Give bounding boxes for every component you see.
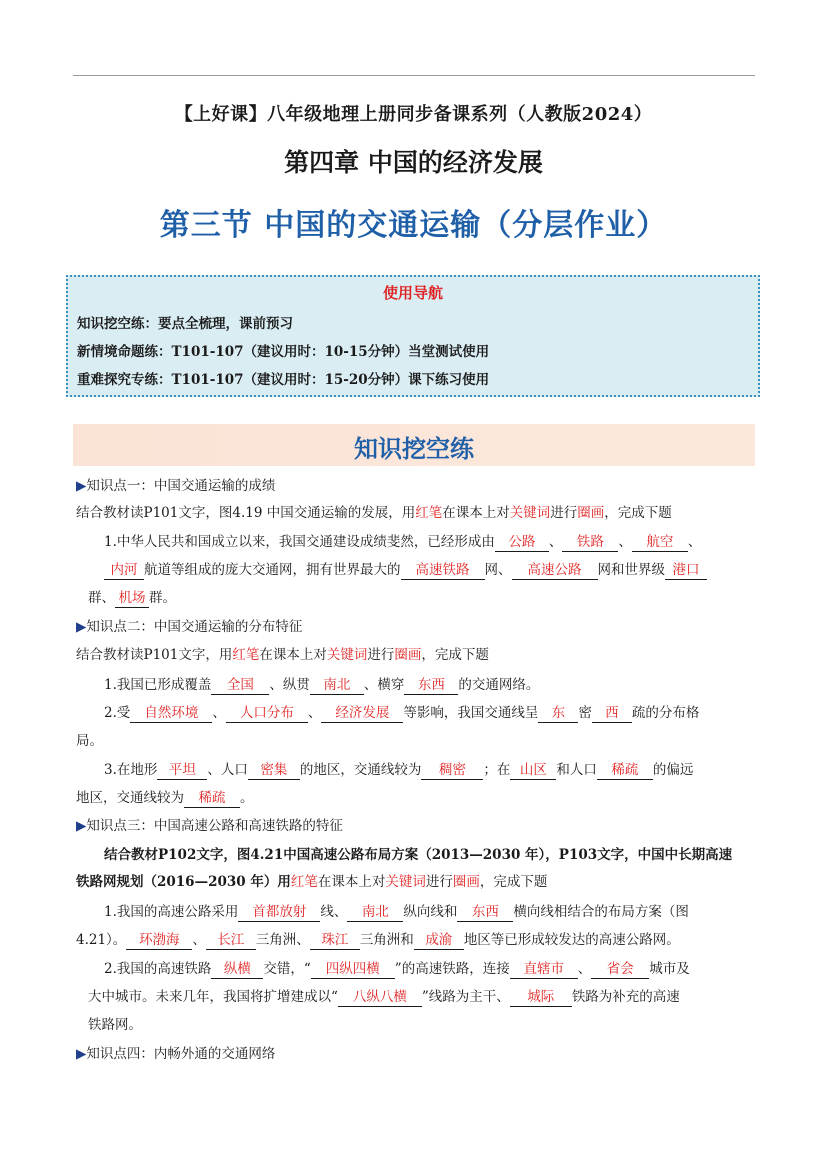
- answer-blank: 全国: [211, 676, 269, 695]
- section-title: 第三节 中国的交通运输（分层作业）: [159, 208, 668, 243]
- kp2-q3-line1: 3.在地形 平坦 、人口 密集 的地区，交通线较为 稠密 ；在 山区 和人口 稀疏 的偏远: [104, 762, 694, 778]
- answer-blank: 密集: [248, 761, 300, 780]
- kp3-q1-line1: 1.我国的高速公路采用 首都放射 线、 南北 纵向线和 东西 横向线相结合的布局方案（图: [104, 904, 689, 920]
- kp3-intro-line1: 结合教材P102文字，图4.21中国高速公路布局方案（2013—2030 年），P103文字，中国中长期高速: [104, 847, 733, 863]
- answer-blank: 山区: [510, 761, 556, 780]
- kp2-q2-line2: 局。: [76, 733, 103, 749]
- answer-blank: 稀疏: [597, 761, 653, 780]
- answer-blank: 经济发展: [321, 704, 403, 723]
- kp2-intro: 结合教材读P101文字，用红笔在课本上对关键词进行圈画，完成下题: [76, 647, 489, 663]
- kp1-intro: 结合教材读P101文字，图4.19 中国交通运输的发展，用红笔在课本上对关键词进行圈画，完成下题: [76, 505, 672, 521]
- answer-blank: 省会: [591, 960, 649, 979]
- answer-blank: 东西: [404, 676, 458, 695]
- answer-blank: 城际: [510, 988, 572, 1007]
- answer-blank: 首都放射: [238, 903, 320, 922]
- nav-line-2: 新情境命题练：T101-107（建议用时：10-15分钟）当堂测试使用: [77, 344, 490, 360]
- answer-blank: 成渝: [414, 931, 464, 950]
- section-banner: [73, 424, 755, 466]
- answer-blank: 直辖市: [510, 960, 578, 979]
- kp2-q3-line2: 地区，交通线较为 稀疏 。: [76, 790, 254, 806]
- answer-blank: 人口分布: [226, 704, 308, 723]
- answer-blank: 稀疏: [184, 789, 240, 808]
- answer-blank: 八纵八横: [338, 988, 422, 1007]
- kp3-q2-line2: 大中城市。未来几年，我国将扩增建成以“ 八纵八横 ”线路为主干、 城际 铁路为补充的高速: [88, 989, 680, 1005]
- nav-line-1: 知识挖空练：要点全梳理，课前预习: [77, 316, 293, 332]
- kp3-q1-line2: 4.21）。 环渤海 、 长江 三角洲、 珠江 三角洲和 成渝 地区等已形成较发达的高速公路网。: [76, 932, 680, 948]
- kp1-q1-line2: 内河 航道等组成的庞大交通网，拥有世界最大的 高速铁路 网、 高速公路 网和世界级 港口: [104, 560, 707, 580]
- answer-blank: 内河: [104, 561, 144, 580]
- triangle-bullet-icon: ▶: [76, 478, 87, 494]
- header-rule: [73, 75, 755, 76]
- answer-blank: 公路: [495, 533, 549, 552]
- answer-blank: 东: [538, 704, 578, 723]
- triangle-bullet-icon: ▶: [76, 1046, 87, 1062]
- kp1-q1-line1: 1.中华人民共和国成立以来，我国交通建设成绩斐然，已经形成由 公路 、 铁路 、 航空 、: [104, 534, 702, 550]
- answer-blank: 港口: [665, 561, 707, 580]
- nav-title: 使用导航: [382, 284, 443, 302]
- answer-blank: 稠密: [421, 761, 483, 780]
- chapter-title: 第四章 中国的经济发展: [284, 148, 543, 177]
- answer-blank: 长江: [206, 931, 256, 950]
- answer-blank: 东西: [457, 903, 513, 922]
- kp3-heading: ▶知识点三：中国高速公路和高速铁路的特征: [76, 818, 343, 834]
- answer-blank: 自然环境: [130, 704, 212, 723]
- kp1-q1-line3: 群、 机场 群。: [88, 590, 176, 606]
- triangle-bullet-icon: ▶: [76, 818, 87, 834]
- answer-blank: 平坦: [157, 761, 207, 780]
- answer-blank: 机场: [115, 589, 149, 608]
- kp4-heading: ▶知识点四：内畅外通的交通网络: [76, 1046, 276, 1062]
- answer-blank: 铁路: [562, 533, 618, 552]
- answer-blank: 四纵四横: [311, 960, 395, 979]
- nav-line-3: 重难探究专练：T101-107（建议用时：15-20分钟）课下练习使用: [77, 372, 490, 388]
- kp3-intro-line2: 铁路网规划（2016—2030 年）用红笔在课本上对关键词进行圈画，完成下题: [76, 874, 548, 890]
- kp3-q2-line3: 铁路网。: [88, 1017, 142, 1033]
- answer-blank: 南北: [347, 903, 403, 922]
- answer-blank: 西: [592, 704, 632, 723]
- kp2-heading: ▶知识点二：中国交通运输的分布特征: [76, 619, 303, 635]
- banner-title: 知识挖空练: [354, 435, 474, 463]
- answer-blank: 环渤海: [126, 931, 192, 950]
- answer-blank: 南北: [310, 676, 364, 695]
- triangle-bullet-icon: ▶: [76, 619, 87, 635]
- usage-navigation-box: [66, 275, 760, 397]
- answer-blank: 高速铁路: [401, 561, 485, 580]
- kp3-q2-line1: 2.我国的高速铁路 纵横 交错，“ 四纵四横 ”的高速铁路，连接 直辖市 、 省会 城市及: [104, 961, 690, 977]
- kp2-q1: 1.我国已形成覆盖 全国 、纵贯 南北 、横穿 东西 的交通网络。: [104, 677, 540, 693]
- kp1-heading: ▶知识点一：中国交通运输的成绩: [76, 478, 276, 494]
- answer-blank: 航空: [632, 533, 688, 552]
- answer-blank: 纵横: [211, 960, 263, 979]
- kp2-q2-line1: 2.受 自然环境 、 人口分布 、 经济发展 等影响，我国交通线呈 东 密 西 疏的分布格: [104, 705, 700, 721]
- answer-blank: 珠江: [310, 931, 360, 950]
- series-title: 【上好课】八年级地理上册同步备课系列（人教版2024）: [174, 104, 653, 125]
- answer-blank: 高速公路: [512, 561, 598, 580]
